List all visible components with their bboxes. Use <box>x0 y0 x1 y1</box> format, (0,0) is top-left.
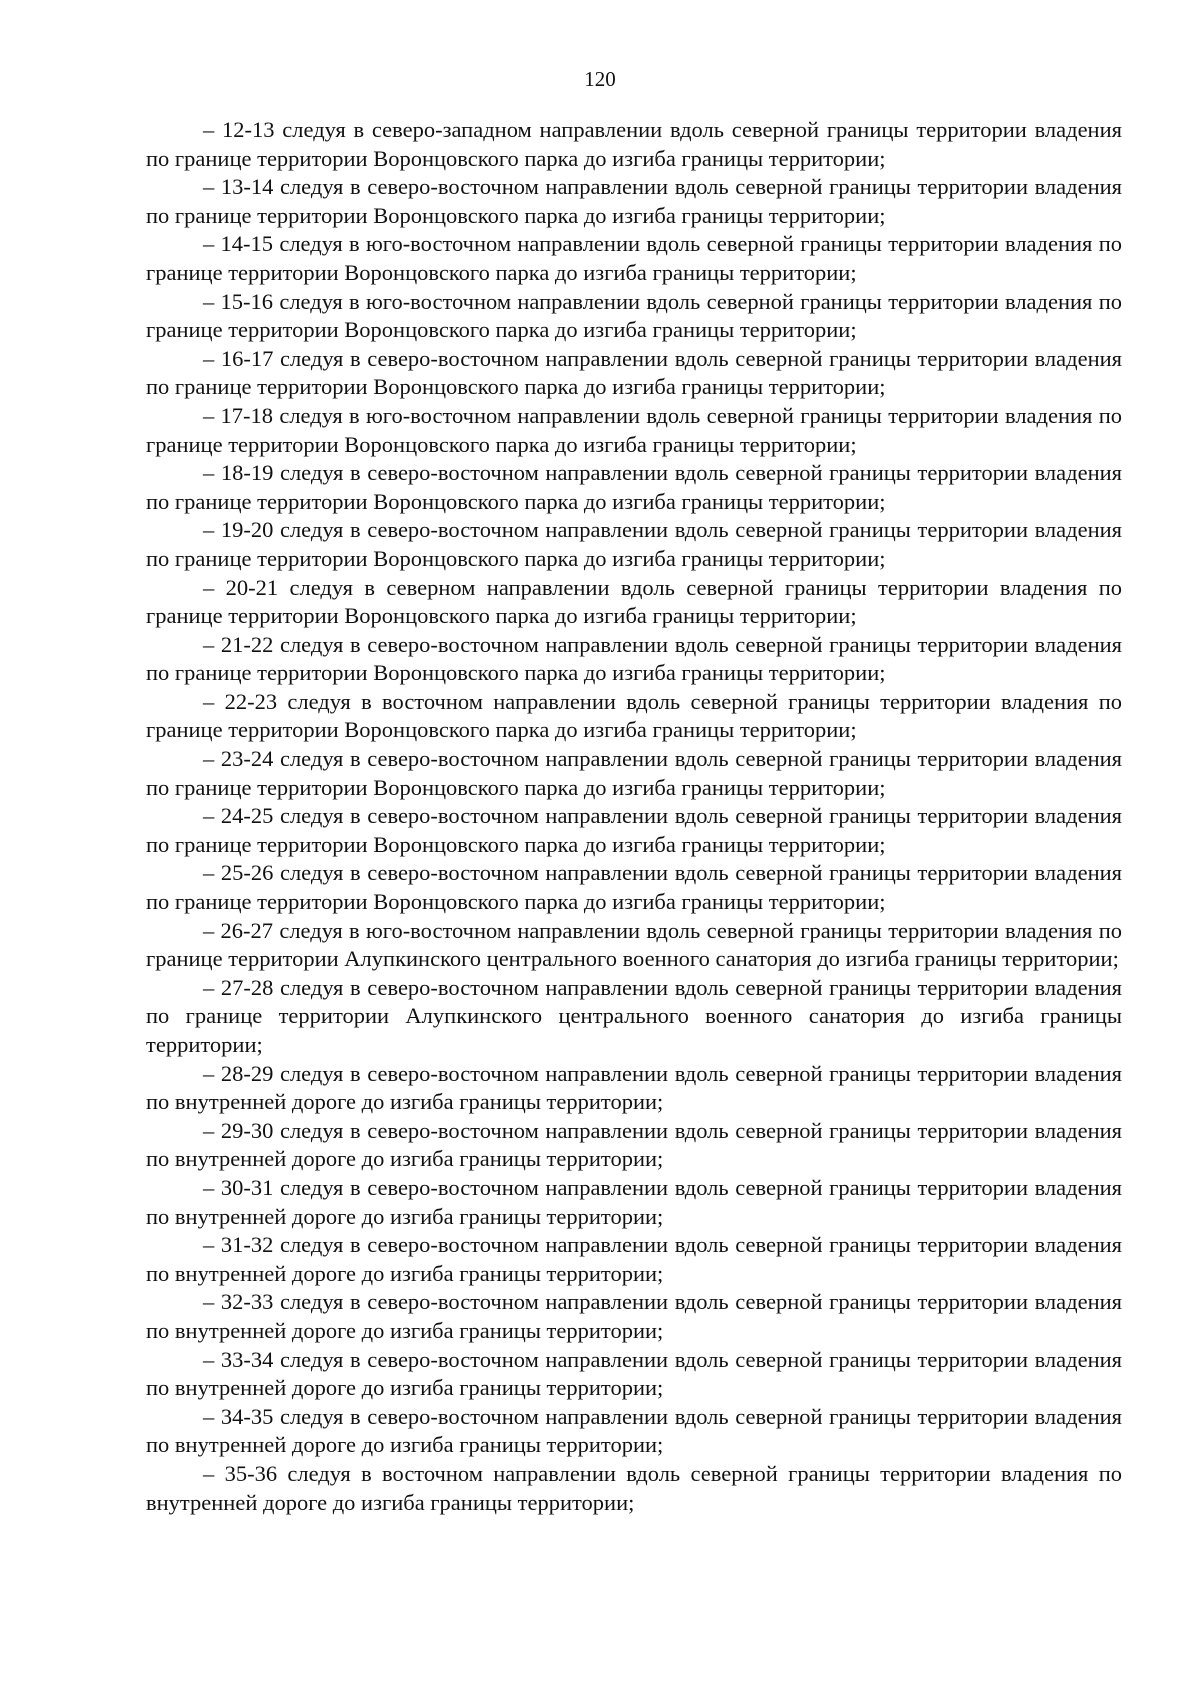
boundary-segment-paragraph: – 13-14 следуя в северо-восточном направлении вдоль северной границы территории владения по границе территории Воронцовского парка до изгиба границы территории; <box>146 174 1122 228</box>
boundary-segment-paragraph: – 25-26 следуя в северо-восточном направлении вдоль северной границы территории владения по границе территории Воронцовского парка до изгиба границы территории; <box>146 860 1122 915</box>
page-number: 120 <box>584 67 616 91</box>
document-body <box>146 116 1122 1517</box>
boundary-segment-paragraph: – 17-18 следуя в юго-восточном направлении вдоль северной границы территории владения по границе территории Воронцовского парка до изгиба границы территории; <box>146 402 1122 457</box>
boundary-segment-paragraph: – 31-32 следуя в северо-восточном направлении вдоль северной границы территории владения по внутренней дороге до изгиба границы территории; <box>146 1232 1122 1286</box>
boundary-segment-paragraph: – 33-34 следуя в северо-восточном направлении вдоль северной границы территории владения по внутренней дороге до изгиба границы территории; <box>146 1346 1122 1401</box>
boundary-segment-paragraph: – 24-25 следуя в северо-восточном направлении вдоль северной границы территории владения по границе территории Воронцовского парка до изгиба границы территории; <box>146 803 1122 857</box>
boundary-segment-paragraph: – 32-33 следуя в северо-восточном направлении вдоль северной границы территории владения по внутренней дороге до изгиба границы территории; <box>146 1289 1122 1343</box>
boundary-segment-paragraph: – 34-35 следуя в северо-восточном направлении вдоль северной границы территории владения по внутренней дороге до изгиба границы территории; <box>146 1403 1122 1458</box>
boundary-segment-paragraph: – 23-24 следуя в северо-восточном направлении вдоль северной границы территории владения по границе территории Воронцовского парка до изгиба границы территории; <box>146 746 1122 800</box>
boundary-segment-paragraph: – 19-20 следуя в северо-восточном направлении вдоль северной границы территории владения по границе территории Воронцовского парка до изгиба границы территории; <box>146 517 1122 571</box>
boundary-segment-paragraph: – 14-15 следуя в юго-восточном направлении вдоль северной границы территории владения по границе территории Воронцовского парка до изгиба границы территории; <box>146 231 1122 285</box>
boundary-segment-paragraph: – 29-30 следуя в северо-восточном направлении вдоль северной границы территории владения по внутренней дороге до изгиба границы территории; <box>146 1117 1122 1172</box>
boundary-segment-paragraph: – 12-13 следуя в северо-западном направлении вдоль северной границы территории владения по границе территории Воронцовского парка до изгиба границы территории; <box>146 117 1122 171</box>
boundary-segment-paragraph: – 27-28 следуя в северо-восточном направлении вдоль северной границы территории владения по границе территории Алупкинского центрального военного санатория до изгиба границы территории; <box>146 974 1122 1057</box>
boundary-segment-paragraph: – 18-19 следуя в северо-восточном направлении вдоль северной границы территории владения по границе территории Воронцовского парка до изгиба границы территории; <box>146 460 1122 514</box>
boundary-segment-paragraph: – 15-16 следуя в юго-восточном направлении вдоль северной границы территории владения по границе территории Воронцовского парка до изгиба границы территории; <box>146 288 1122 343</box>
boundary-segment-paragraph: – 21-22 следуя в северо-восточном направлении вдоль северной границы территории владения по границе территории Воронцовского парка до изгиба границы территории; <box>146 631 1122 686</box>
boundary-segment-paragraph: – 35-36 следуя в восточном направлении вдоль северной границы территории владения по внутренней дороге до изгиба границы территории; <box>146 1460 1122 1515</box>
boundary-segment-paragraph: – 22-23 следуя в восточном направлении вдоль северной границы территории владения по границе территории Воронцовского парка до изгиба границы территории; <box>146 688 1122 743</box>
boundary-segment-paragraph: – 20-21 следуя в северном направлении вдоль северной границы территории владения по границе территории Воронцовского парка до изгиба границы территории; <box>146 574 1122 629</box>
boundary-segment-paragraph: – 26-27 следуя в юго-восточном направлении вдоль северной границы территории владения по границе территории Алупкинского центрального военного санатория до изгиба границы территории; <box>146 917 1122 972</box>
boundary-segment-paragraph: – 16-17 следуя в северо-восточном направлении вдоль северной границы территории владения по границе территории Воронцовского парка до изгиба границы территории; <box>146 345 1122 400</box>
boundary-segment-paragraph: – 28-29 следуя в северо-восточном направлении вдоль северной границы территории владения по внутренней дороге до изгиба границы территории; <box>146 1060 1122 1115</box>
boundary-segment-paragraph: – 30-31 следуя в северо-восточном направлении вдоль северной границы территории владения по внутренней дороге до изгиба границы территории; <box>146 1174 1122 1229</box>
